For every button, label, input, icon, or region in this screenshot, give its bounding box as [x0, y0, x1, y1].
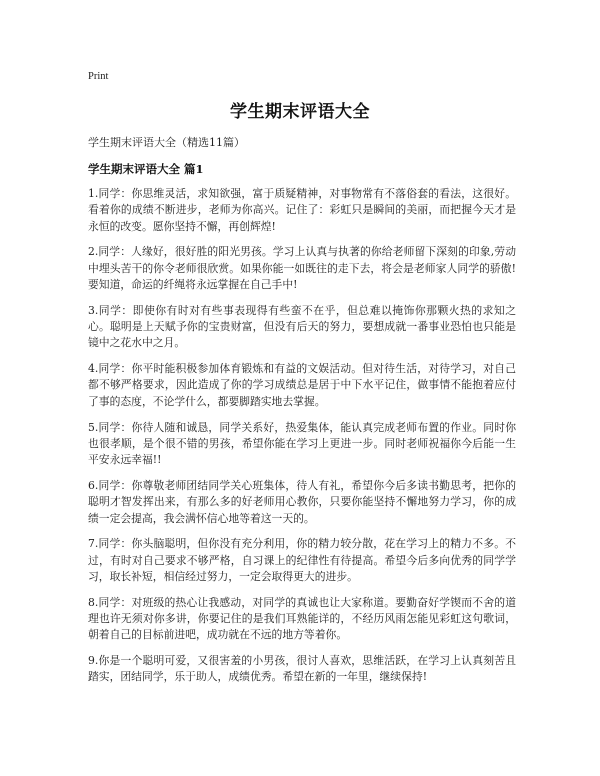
comment-item-3: 3.同学：即使你有时对有些事表现得有些蛮不在乎，但总难以掩饰你那颗火热的求知之心。聪明是上天赋予你的宝贵财富，但没有后天的努力，要想成就一番事业恐怕也只能是镜中之花水中之月。	[88, 303, 516, 350]
comment-item-8: 8.同学：对班级的热心让我感动，对同学的真诚也让大家称道。要勤奋好学锲而不舍的道理也许无须对你多讲，你要记住的是我们耳熟能详的，不经历风雨怎能见彩虹这句歌词，朝着自己的目标前进吧，成功就在不远的地方等着你。	[88, 595, 516, 642]
comment-item-9: 9.你是一个聪明可爱，又很害羞的小男孩，很讨人喜欢，思维活跃，在学习上认真刻苦且踏实，团结同学，乐于助人，成绩优秀。希望在新的一年里，继续保持!	[88, 654, 516, 684]
section-heading: 学生期末评语大全 篇1	[88, 162, 204, 176]
comment-item-6: 6.同学：你尊敬老师团结同学关心班集体，待人有礼，希望你今后多读书勤思考，把你的聪明才智发挥出来，有那么多的好老师用心教你，只要你能坚持不懈地努力学习，你的成绩一定会提高，我会满怀信心地等着这一天的。	[88, 478, 516, 525]
comment-item-1: 1.同学：你思维灵活，求知欲强，富于质疑精神，对事物常有不落俗套的看法，这很好。看着你的成绩不断进步，老师为你高兴。记住了：彩虹只是瞬间的美丽，而把握今天才是永恒的改变。愿你坚持不懈，再创辉煌!	[88, 187, 516, 233]
page-title: 学生期末评语大全	[230, 102, 370, 122]
comment-item-7: 7.同学：你头脑聪明，但你没有充分利用，你的精力较分散，花在学习上的精力不多。不过，有时对自己要求不够严格，自习课上的纪律性有待提高。希望今后多向优秀的同学学习，取长补短，相信经过努力，一定会取得更大的进步。	[88, 537, 516, 583]
comment-item-4: 4.同学：你平时能积极参加体育锻炼和有益的文娱活动。但对待生活，对待学习，对自己都不够严格要求，因此造成了你的学习成绩总是居于中下水平记住，做事情不能抱着应付了事的态度，不论学什么，都要脚踏实地去掌握。	[88, 362, 516, 408]
comment-list	[88, 186, 516, 695]
comment-item-2: 2.同学：人缘好，很好胜的阳光男孩。学习上认真与执著的你给老师留下深刻的印象,劳动中埋头苦干的你令老师很欣赏。如果你能一如既往的走下去，将会是老师家人同学的骄傲!要知道，命运的纤绳将永远掌握在自己手中!	[88, 245, 516, 291]
comment-item-5: 5.同学：你待人随和诚恳，同学关系好，热爱集体，能认真完成老师布置的作业。同时你也很孝顺，是个很不错的男孩，希望你能在学习上更进一步。同时老师祝福你今后能一生平安永远幸福!!	[88, 420, 516, 467]
document-subtitle: 学生期末评语大全（精选11篇）	[88, 136, 245, 149]
print-link[interactable]: Print	[88, 71, 109, 82]
